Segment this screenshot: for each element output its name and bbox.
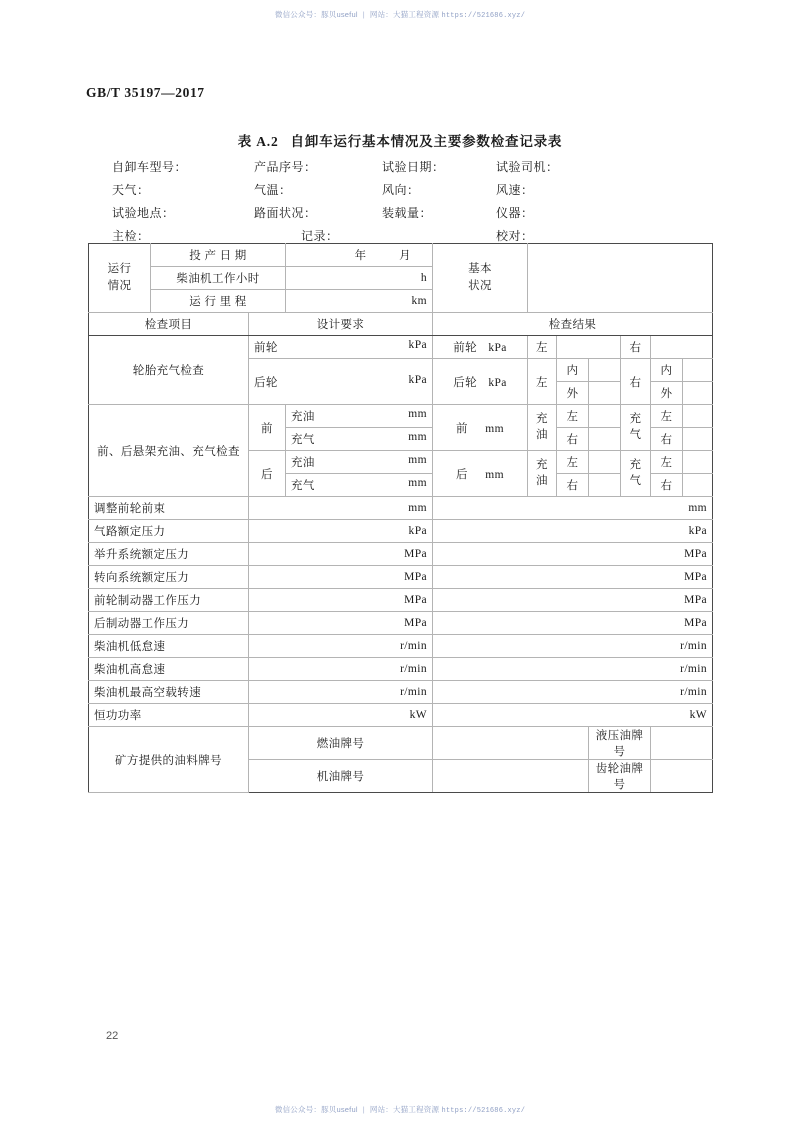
cell-suspension-front-oil-design <box>286 405 433 428</box>
cell-basic-status-value <box>528 244 713 313</box>
field-chief-inspector: 主检： <box>112 229 150 243</box>
watermark-prefix: 微信公众号：豚贝useful <box>274 1105 358 1114</box>
field-test-date: 试验日期： <box>382 160 445 174</box>
cell-basic-status-label <box>433 244 528 313</box>
page-number: 22 <box>106 1030 119 1042</box>
table-row <box>89 520 713 543</box>
cell-suspension-front-air-left-value <box>683 405 713 428</box>
cell-param-design <box>249 497 433 520</box>
cell-suspension-rear-oil-left-label: 左 <box>557 451 589 474</box>
cell-param-design <box>249 658 433 681</box>
table-row <box>89 566 713 589</box>
cell-param-label: 恒功功率 <box>89 704 249 727</box>
table-row <box>89 635 713 658</box>
table-row <box>89 589 713 612</box>
cell-param-design <box>249 589 433 612</box>
cell-suspension-front-label: 前 <box>249 405 286 451</box>
cell-suspension-rear-oil-right-label: 右 <box>557 474 589 497</box>
field-test-site: 试验地点： <box>112 206 175 220</box>
cell-engine-hours-value <box>286 267 433 290</box>
cell-tire-rear-right-label: 右 <box>621 359 651 405</box>
watermark-url: https://521686.xyz/ <box>441 1107 526 1115</box>
cell-suspension-rear-oil-right-value <box>589 474 621 497</box>
cell-suspension-rear-oil-vertical <box>528 451 557 497</box>
suspension-front-air-label: 充气 <box>291 434 315 446</box>
cell-param-label: 调整前轮前束 <box>89 497 249 520</box>
suspension-result-front-label: 前 <box>456 422 468 435</box>
field-wind-dir: 风向： <box>382 183 420 197</box>
cell-production-date-label: 投 产 日 期 <box>151 244 286 267</box>
cell-fuel-brand-value <box>433 727 589 760</box>
tire-design-front-unit: kPa <box>408 339 427 351</box>
standard-number: GB/T 35197—2017 <box>86 85 205 100</box>
field-checker: 校对： <box>496 229 534 243</box>
table-row <box>89 727 713 760</box>
cell-tire-front-left-label: 左 <box>528 336 557 359</box>
cell-param-design <box>249 681 433 704</box>
watermark-site: 网站：大猫工程资源 <box>369 10 440 19</box>
param-design-unit: MPa <box>404 594 427 606</box>
cell-param-label: 举升系统额定压力 <box>89 543 249 566</box>
cell-mileage-label: 运 行 里 程 <box>151 290 286 313</box>
cell-param-label: 柴油机低怠速 <box>89 635 249 658</box>
table-row <box>89 336 713 359</box>
param-result-unit: kPa <box>688 525 708 537</box>
form-field-row <box>86 204 726 227</box>
cell-param-result <box>433 612 713 635</box>
cell-param-design <box>249 612 433 635</box>
cell-param-result <box>433 658 713 681</box>
suspension-air-v2: 气 <box>629 428 642 441</box>
tire-design-rear-label: 后轮 <box>254 376 278 389</box>
cell-tire-label: 轮胎充气检查 <box>89 336 249 405</box>
cell-suspension-rear-label: 后 <box>249 451 286 497</box>
cell-fuel-brand-label: 燃油牌号 <box>249 727 433 760</box>
suspension-front-oil-label: 充油 <box>291 411 315 423</box>
cell-param-label: 前轮制动器工作压力 <box>89 589 249 612</box>
cell-operation-label <box>89 244 151 313</box>
header-inspection-result: 检查结果 <box>433 313 713 336</box>
field-test-driver: 试验司机： <box>496 160 559 174</box>
watermark-top <box>0 9 800 20</box>
cell-suspension-front-oil-right-value <box>589 428 621 451</box>
cell-tire-rear-right-inner-label: 内 <box>651 359 683 382</box>
table-row <box>89 612 713 635</box>
param-design-unit: r/min <box>400 640 427 652</box>
param-design-unit: r/min <box>400 686 427 698</box>
table-row <box>89 704 713 727</box>
header-inspection-item: 检查项目 <box>89 313 249 336</box>
cell-oil-brand-label: 矿方提供的油料牌号 <box>89 727 249 793</box>
cell-param-label: 气路额定压力 <box>89 520 249 543</box>
watermark-prefix: 微信公众号：豚贝useful <box>274 10 358 19</box>
param-result-unit: MPa <box>684 594 708 606</box>
cell-gear-oil-brand-value <box>651 760 713 793</box>
suspension-oil-v1: 充 <box>536 412 548 425</box>
cell-engine-oil-brand-value <box>433 760 589 793</box>
cell-engine-hours-label: 柴油机工作小时 <box>151 267 286 290</box>
tire-design-front-label: 前轮 <box>254 342 278 354</box>
cell-suspension-rear-air-left-value <box>683 451 713 474</box>
cell-param-label: 后制动器工作压力 <box>89 612 249 635</box>
field-wind-speed: 风速： <box>496 183 534 197</box>
suspension-rear-oil-label: 充油 <box>291 457 315 469</box>
cell-suspension-label: 前、后悬架充油、充气检查 <box>89 405 249 497</box>
cell-tire-rear-left-inner-label: 内 <box>557 359 589 382</box>
suspension-rear-air-unit: mm <box>408 477 427 489</box>
cell-suspension-rear-air-left-label: 左 <box>651 451 683 474</box>
cell-param-label: 柴油机高怠速 <box>89 658 249 681</box>
watermark-bottom <box>0 1104 800 1115</box>
cell-tire-design-rear <box>249 359 433 405</box>
cell-param-label: 柴油机最高空载转速 <box>89 681 249 704</box>
cell-tire-result-front <box>433 336 528 359</box>
cell-suspension-front-result <box>433 405 528 451</box>
cell-production-date-value <box>286 244 433 267</box>
cell-param-label: 转向系统额定压力 <box>89 566 249 589</box>
cell-suspension-rear-air-design <box>286 474 433 497</box>
suspension-rear-oil-unit: mm <box>408 454 427 466</box>
field-instrument: 仪器： <box>496 206 534 220</box>
unit-km: km <box>411 295 427 307</box>
param-result-unit: r/min <box>680 686 708 698</box>
cell-suspension-front-air-vertical <box>621 405 651 451</box>
watermark-separator: | <box>362 10 365 19</box>
table-row <box>89 405 713 428</box>
tire-result-front-label: 前轮 <box>453 342 478 354</box>
param-design-unit: kPa <box>408 525 427 537</box>
form-field-row <box>86 158 726 181</box>
unit-month: 月 <box>399 250 411 262</box>
unit-year: 年 <box>354 250 367 262</box>
cell-suspension-front-oil-right-label: 右 <box>557 428 589 451</box>
table-row <box>89 543 713 566</box>
suspension-result-rear-label: 后 <box>456 468 468 481</box>
suspension-oil-v2: 油 <box>536 474 548 487</box>
table-row <box>89 244 713 267</box>
operation-label-line1: 运行 <box>107 263 132 276</box>
param-design-unit: MPa <box>404 571 427 583</box>
cell-suspension-front-air-right-value <box>683 428 713 451</box>
cell-param-result <box>433 704 713 727</box>
cell-tire-rear-right-outer-value <box>683 382 713 405</box>
cell-param-result <box>433 681 713 704</box>
suspension-air-v2: 气 <box>629 474 642 487</box>
suspension-air-v1: 充 <box>629 412 642 425</box>
cell-param-result <box>433 635 713 658</box>
cell-param-design <box>249 704 433 727</box>
tire-result-front-unit: kPa <box>488 342 507 354</box>
tire-design-rear-unit: kPa <box>408 373 427 386</box>
cell-param-design <box>249 635 433 658</box>
cell-engine-oil-brand-label: 机油牌号 <box>249 760 433 793</box>
cell-param-design <box>249 520 433 543</box>
cell-param-result <box>433 543 713 566</box>
inspection-record-table <box>88 243 713 793</box>
param-result-unit: mm <box>688 502 708 514</box>
parameter-rows <box>89 497 713 727</box>
cell-tire-rear-left-outer-label: 外 <box>557 382 589 405</box>
suspension-result-rear-unit: mm <box>485 468 504 481</box>
tire-result-rear-unit: kPa <box>488 376 507 389</box>
suspension-air-v1: 充 <box>629 458 642 471</box>
field-road-condition: 路面状况： <box>254 206 317 220</box>
suspension-result-front-unit: mm <box>485 422 504 435</box>
form-fields <box>86 158 726 250</box>
cell-tire-rear-left-inner-value <box>589 359 621 382</box>
cell-param-design <box>249 566 433 589</box>
cell-suspension-rear-air-right-label: 右 <box>651 474 683 497</box>
cell-suspension-rear-oil-design <box>286 451 433 474</box>
unit-hour: h <box>420 272 427 284</box>
cell-param-result <box>433 520 713 543</box>
suspension-oil-v1: 充 <box>536 458 548 471</box>
param-result-unit: MPa <box>684 571 708 583</box>
cell-tire-front-left-value <box>557 336 621 359</box>
cell-tire-design-front <box>249 336 433 359</box>
suspension-front-air-unit: mm <box>408 431 427 443</box>
cell-param-design <box>249 543 433 566</box>
table-caption-title: 自卸车运行基本情况及主要参数检查记录表 <box>290 134 563 149</box>
field-temperature: 气温： <box>254 183 292 197</box>
cell-suspension-rear-air-right-value <box>683 474 713 497</box>
header-design-requirement: 设计要求 <box>249 313 433 336</box>
param-result-unit: kW <box>689 709 708 721</box>
cell-gear-oil-brand-label: 齿轮油牌号 <box>589 760 651 793</box>
table-caption <box>0 130 800 150</box>
cell-tire-rear-left-label: 左 <box>528 359 557 405</box>
table-row <box>89 497 713 520</box>
table-row <box>89 658 713 681</box>
param-design-unit: MPa <box>404 617 427 629</box>
field-weather: 天气： <box>112 183 150 197</box>
table-header-row <box>89 313 713 336</box>
cell-suspension-front-oil-vertical <box>528 405 557 451</box>
watermark-separator: | <box>362 1105 365 1114</box>
basic-status-line1: 基本 <box>468 263 492 276</box>
cell-suspension-front-oil-left-label: 左 <box>557 405 589 428</box>
suspension-oil-v2: 油 <box>536 428 548 441</box>
param-result-unit: MPa <box>684 548 708 560</box>
cell-tire-front-right-value <box>651 336 713 359</box>
cell-tire-result-rear <box>433 359 528 405</box>
param-design-unit: r/min <box>400 663 427 675</box>
operation-label-line2: 情况 <box>107 280 132 292</box>
cell-tire-rear-left-outer-value <box>589 382 621 405</box>
watermark-url: https://521686.xyz/ <box>441 12 526 20</box>
cell-suspension-rear-air-vertical <box>621 451 651 497</box>
field-product-serial: 产品序号： <box>254 160 317 174</box>
cell-hydraulic-oil-brand-value <box>651 727 713 760</box>
form-field-row <box>86 181 726 204</box>
table-row <box>89 681 713 704</box>
table-caption-id: 表 A.2 <box>237 134 279 149</box>
cell-param-result <box>433 497 713 520</box>
cell-suspension-rear-oil-left-value <box>589 451 621 474</box>
field-vehicle-model: 自卸车型号： <box>112 160 188 174</box>
cell-suspension-rear-result <box>433 451 528 497</box>
cell-mileage-value <box>286 290 433 313</box>
cell-tire-rear-right-outer-label: 外 <box>651 382 683 405</box>
cell-param-result <box>433 589 713 612</box>
suspension-front-oil-unit: mm <box>408 408 427 420</box>
cell-tire-front-right-label: 右 <box>621 336 651 359</box>
cell-suspension-front-air-design <box>286 428 433 451</box>
field-recorder: 记录： <box>301 229 339 243</box>
param-result-unit: r/min <box>680 640 708 652</box>
cell-param-result <box>433 566 713 589</box>
tire-result-rear-label: 后轮 <box>453 376 478 389</box>
cell-hydraulic-oil-brand-label: 液压油牌号 <box>589 727 651 760</box>
cell-tire-rear-right-inner-value <box>683 359 713 382</box>
param-result-unit: MPa <box>684 617 708 629</box>
field-load: 装载量： <box>382 206 433 220</box>
cell-suspension-front-air-right-label: 右 <box>651 428 683 451</box>
suspension-rear-air-label: 充气 <box>291 480 315 492</box>
basic-status-line2: 状况 <box>468 280 492 292</box>
param-design-unit: mm <box>408 502 427 514</box>
param-design-unit: MPa <box>404 548 427 560</box>
param-result-unit: r/min <box>680 663 708 675</box>
cell-suspension-front-oil-left-value <box>589 405 621 428</box>
param-design-unit: kW <box>409 709 427 721</box>
watermark-site: 网站：大猫工程资源 <box>369 1105 440 1114</box>
cell-suspension-front-air-left-label: 左 <box>651 405 683 428</box>
